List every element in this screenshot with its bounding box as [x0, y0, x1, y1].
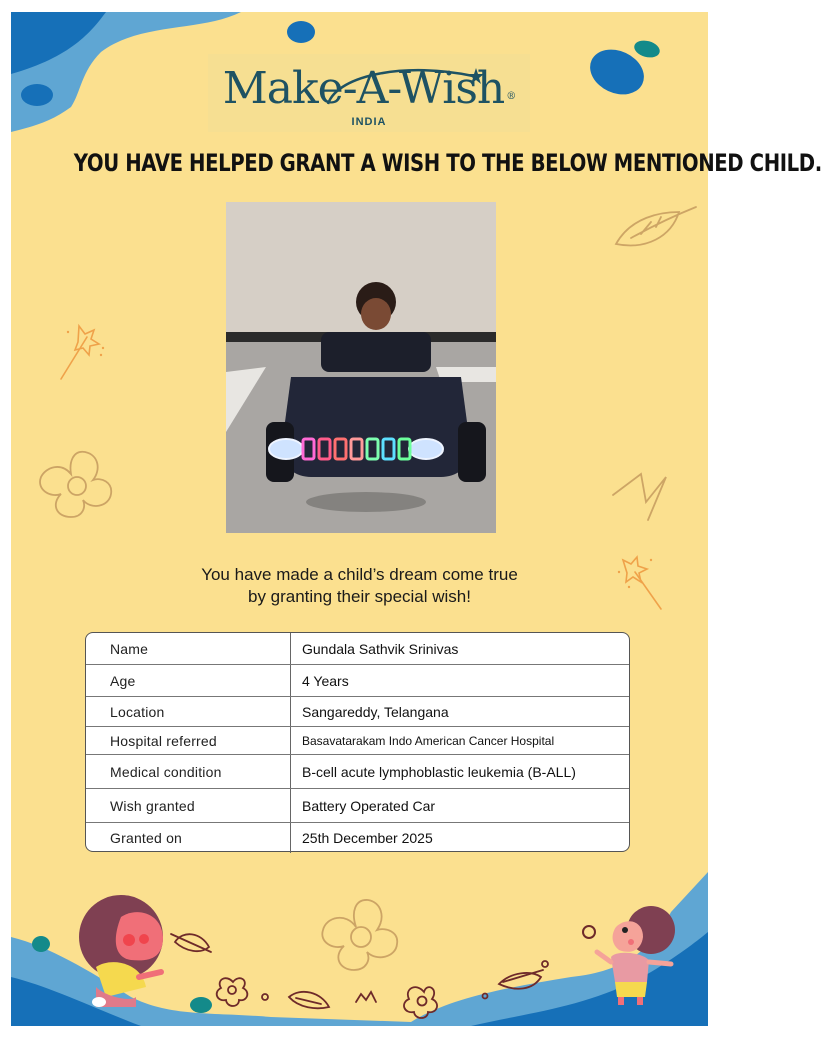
row-label: Medical condition	[86, 755, 291, 788]
top-dot	[287, 21, 315, 43]
make-a-wish-logo	[208, 54, 530, 132]
registered-mark: ®	[506, 91, 516, 102]
leaf-doodle-bottom	[289, 992, 329, 1008]
magic-wand-left	[61, 326, 99, 379]
certificate-poster	[11, 12, 822, 1026]
row-label: Granted on	[86, 823, 291, 853]
zigzag-doodle-right	[613, 474, 666, 520]
flower-center-bottom	[351, 927, 371, 947]
row-value: 25th December 2025	[302, 830, 433, 846]
row-label: Location	[86, 697, 291, 726]
table-row-wish-granted	[86, 789, 629, 823]
row-label: Age	[86, 665, 291, 696]
table-row-name	[86, 633, 629, 665]
thank-you-message	[11, 564, 708, 608]
row-label: Name	[86, 633, 291, 664]
zigzag-doodle-bottom	[356, 992, 376, 1002]
child-photo	[226, 202, 496, 533]
thank-you-line-2: by granting their special wish!	[247, 587, 471, 606]
headline: YOU HAVE HELPED GRANT A WISH TO THE BELOW MENTIONED CHILD.	[73, 149, 822, 177]
table-row-hospital	[86, 727, 629, 755]
row-value: Battery Operated Car	[302, 797, 436, 814]
leaf-doodle-right	[616, 207, 696, 245]
table-row-age	[86, 665, 629, 697]
row-label: Wish granted	[86, 789, 291, 822]
flower-doodle-left	[40, 452, 111, 517]
row-value: B-cell acute lymphoblastic leukemia (B-ALL)	[302, 763, 576, 780]
table-row-granted-on	[86, 823, 629, 853]
leaf-doodle-bottom-left	[171, 934, 211, 952]
logo-brand-text: Make-A-Wish	[222, 63, 505, 114]
photo-illustration	[226, 202, 496, 533]
top-left-dot	[21, 84, 53, 106]
flower-doodle-bottom	[322, 900, 397, 970]
bottom-dot-teal-1	[32, 936, 50, 952]
row-value: 4 Years	[302, 672, 349, 689]
table-row-location	[86, 697, 629, 727]
row-value: Gundala Sathvik Srinivas	[302, 640, 459, 657]
thank-you-line-1: You have made a child’s dream come true	[201, 565, 518, 584]
wish-details-table	[85, 632, 630, 852]
flower-doodle-small-1	[217, 978, 248, 1006]
logo-region-text: INDIA	[351, 116, 387, 128]
bottom-dot-teal-2	[190, 997, 212, 1013]
row-value: Basavatarakam Indo American Cancer Hospital	[302, 733, 555, 748]
table-row-medical-condition	[86, 755, 629, 789]
row-value: Sangareddy, Telangana	[302, 703, 449, 720]
top-right-dot-teal	[632, 38, 661, 60]
dot-doodle	[262, 994, 268, 1000]
row-label: Hospital referred	[86, 727, 291, 754]
flower-center-left	[68, 477, 86, 495]
